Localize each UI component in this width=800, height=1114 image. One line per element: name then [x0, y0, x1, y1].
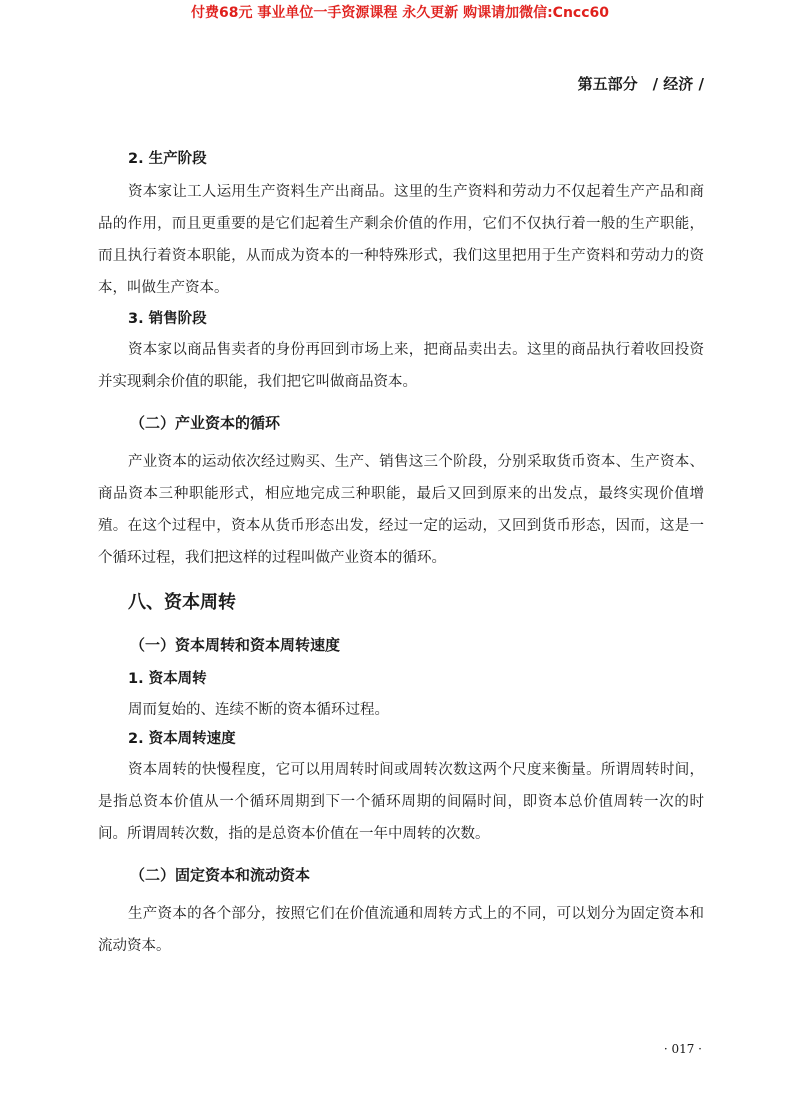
paragraph-turnover-speed: 资本周转的快慢程度，它可以用周转时间或周转次数这两个尺度来衡量。所谓周转时间，是指总资本价值从一个循环周期到下一个循环周期的间隔时间，即资本总价值周转一次的时间。所谓周转次数，指的是总资本价值在一年中周转的次数。	[98, 762, 704, 842]
subheading-sales-stage: 3. 销售阶段	[128, 311, 207, 327]
section-heading-capital-turnover: 八、资本周转	[128, 592, 236, 613]
paragraph-capital-turnover: 周而复始的、连续不断的资本循环过程。	[128, 702, 389, 718]
subheading-capital-turnover: 1. 资本周转	[128, 671, 207, 687]
paragraph-production-stage: 资本家让工人运用生产资料生产出商品。这里的生产资料和劳动力不仅起着生产产品和商品的作用，而且更重要的是它们起着生产剩余价值的作用，它们不仅执行着一般的生产职能，而且执行着资本职能，从而成为资本的一种特殊形式，我们这里把用于生产资料和劳动力的资本，叫做生产资本。	[98, 184, 704, 296]
page-content	[98, 148, 704, 962]
heading-turnover-and-speed: （一）资本周转和资本周转速度	[130, 636, 341, 654]
heading-industrial-capital-circulation: （二）产业资本的循环	[130, 414, 281, 432]
paragraph-industrial-capital-circulation: 产业资本的运动依次经过购买、生产、销售这三个阶段，分别采取货币资本、生产资本、商品资本三种职能形式，相应地完成三种职能，最后又回到原来的出发点，最终实现价值增殖。在这个过程中，资本从货币形态出发，经过一定的运动，又回到货币形态，因而，这是一个循环过程，我们把这样的过程叫做产业资本的循环。	[98, 454, 704, 566]
paragraph-fixed-and-circulating-capital: 生产资本的各个部分，按照它们在价值流通和周转方式上的不同，可以划分为固定资本和流动资本。	[98, 906, 704, 954]
top-banner: 付费68元 事业单位一手资源课程 永久更新 购课请加微信:Cncc60	[190, 5, 610, 21]
paragraph-sales-stage: 资本家以商品售卖者的身份再回到市场上来，把商品卖出去。这里的商品执行着收回投资并实现剩余价值的职能，我们把它叫做商品资本。	[98, 342, 704, 390]
subheading-turnover-speed: 2. 资本周转速度	[128, 731, 236, 747]
subheading-production-stage: 2. 生产阶段	[128, 151, 207, 167]
page-number: · 017 ·	[663, 1042, 702, 1056]
heading-fixed-and-circulating-capital: （二）固定资本和流动资本	[130, 866, 311, 884]
running-head: 第五部分 / 经济 /	[577, 75, 704, 93]
